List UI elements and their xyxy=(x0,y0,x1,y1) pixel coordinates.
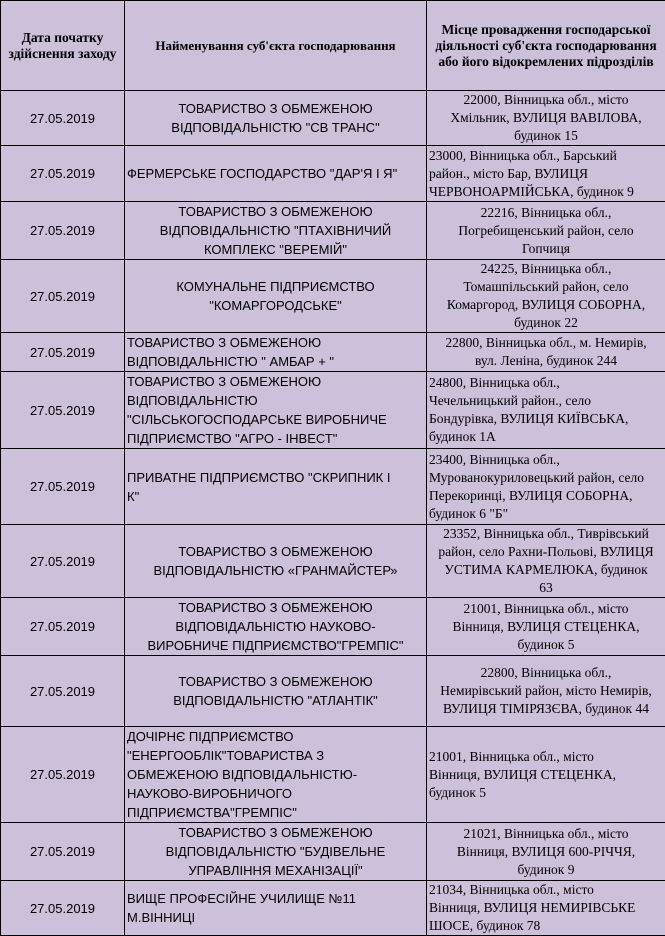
table-row xyxy=(1,727,665,823)
row-address: 22216, Вінницька обл., Погребищенський район, село Гопчиця xyxy=(427,202,665,260)
row-enterprise-name: ПРИВАТНЕ ПІДПРИЄМСТВО "СКРИПНИК І К" xyxy=(125,449,427,525)
table-row xyxy=(1,598,665,656)
row-enterprise-name: ТОВАРИСТВО З ОБМЕЖЕНОЮ ВІДПОВІДАЛЬНІСТЮ «ГРАНМАЙСТЕР» xyxy=(125,525,427,598)
table-row xyxy=(1,202,665,260)
row-date: 27.05.2019 xyxy=(1,823,125,881)
row-address: 23000, Вінницька обл., Барський район., місто Бар, ВУЛИЦЯ ЧЕРВОНОАРМІЙСЬКА, будинок 9 xyxy=(427,146,665,202)
row-address: 21001, Вінницька обл., місто Вінниця, ВУЛИЦЯ СТЕЦЕНКА, будинок 5 xyxy=(427,598,665,656)
header-row xyxy=(1,1,665,91)
row-date: 27.05.2019 xyxy=(1,372,125,449)
table-row xyxy=(1,656,665,727)
row-address: 23400, Вінницька обл., Мурованокуриловецький район, село Перекоринці, ВУЛИЦЯ СОБОРНА, будинок 6 "Б" xyxy=(427,449,665,525)
table-row xyxy=(1,881,665,936)
row-enterprise-name: ФЕРМЕРСЬКЕ ГОСПОДАРСТВО "ДАР'Я І Я" xyxy=(125,146,427,202)
row-address: 24225, Вінницька обл., Томашпільський район, село Комаргород, ВУЛИЦЯ СОБОРНА, будинок 22 xyxy=(427,260,665,333)
row-address: 21034, Вінницька обл., місто Вінниця, ВУЛИЦЯ НЕМИРІВСЬКЕ ШОСЕ, будинок 78 xyxy=(427,881,665,936)
row-enterprise-name: ТОВАРИСТВО З ОБМЕЖЕНОЮ ВІДПОВІДАЛЬНІСТЮ "АТЛАНТІК" xyxy=(125,656,427,727)
table-row xyxy=(1,525,665,598)
table-row xyxy=(1,372,665,449)
row-date: 27.05.2019 xyxy=(1,91,125,146)
row-date: 27.05.2019 xyxy=(1,449,125,525)
row-address: 21021, Вінницька обл., місто Вінниця, ВУЛИЦЯ 600-РІЧЧЯ, будинок 9 xyxy=(427,823,665,881)
table-row xyxy=(1,823,665,881)
row-address: 21001, Вінницька обл., місто Вінниця, ВУЛИЦЯ СТЕЦЕНКА, будинок 5 xyxy=(427,727,665,823)
row-date: 27.05.2019 xyxy=(1,881,125,936)
row-address: 22800, Вінницька обл., Немирівський район, місто Немирів, ВУЛИЦЯ ТІМІРЯЗЄВА, будинок 44 xyxy=(427,656,665,727)
header-place: Місце провадження господарської діяльності суб'єкта господарювання або його відокремлених підрозділів xyxy=(427,1,665,91)
table-row xyxy=(1,91,665,146)
row-enterprise-name: КОМУНАЛЬНЕ ПІДПРИЄМСТВО "КОМАРГОРОДСЬКЕ" xyxy=(125,260,427,333)
row-date: 27.05.2019 xyxy=(1,260,125,333)
row-address: 23352, Вінницька обл., Тиврівський район, село Рахни-Польові, ВУЛИЦЯ УСТИМА КАРМЕЛЮКА, будинок 63 xyxy=(427,525,665,598)
row-address: 22800, Вінницька обл., м. Немирів, вул. Леніна, будинок 244 xyxy=(427,333,665,372)
table-row xyxy=(1,449,665,525)
row-address: 24800, Вінницька обл., Чечельницький район., село Бондурівка, ВУЛИЦЯ КИЇВСЬКА, будинок 1А xyxy=(427,372,665,449)
header-name: Найменування суб'єкта господарювання xyxy=(125,1,427,91)
row-enterprise-name: ТОВАРИСТВО З ОБМЕЖЕНОЮ ВІДПОВІДАЛЬНІСТЮ НАУКОВО- ВИРОБНИЧЕ ПІДПРИЄМСТВО"ГРЕМПІС" xyxy=(125,598,427,656)
table-row xyxy=(1,146,665,202)
row-date: 27.05.2019 xyxy=(1,146,125,202)
row-enterprise-name: ВИЩЕ ПРОФЕСІЙНЕ УЧИЛИЩЕ №11 М.ВІННИЦІ xyxy=(125,881,427,936)
header-date: Дата початку здійснення заходу xyxy=(1,1,125,91)
table-row xyxy=(1,260,665,333)
row-enterprise-name: ТОВАРИСТВО З ОБМЕЖЕНОЮ ВІДПОВІДАЛЬНІСТЮ "СВ ТРАНС" xyxy=(125,91,427,146)
row-enterprise-name: ТОВАРИСТВО З ОБМЕЖЕНОЮ ВІДПОВІДАЛЬНІСТЮ " АМБАР + " xyxy=(125,333,427,372)
row-enterprise-name: ДОЧІРНЄ ПІДПРИЄМСТВО "ЕНЕРГООБЛІК"ТОВАРИСТВА З ОБМЕЖЕНОЮ ВІДПОВІДАЛЬНІСТЮ- НАУКОВО-ВИРОБНИЧОГО ПІДПРИЄМСТВА"ГРЕМПІС" xyxy=(125,727,427,823)
row-date: 27.05.2019 xyxy=(1,202,125,260)
row-enterprise-name: ТОВАРИСТВО З ОБМЕЖЕНОЮ ВІДПОВІДАЛЬНІСТЮ "ПТАХІВНИЧИЙ КОМПЛЕКС "ВЕРЕМІЙ" xyxy=(125,202,427,260)
table-row xyxy=(1,333,665,372)
row-date: 27.05.2019 xyxy=(1,727,125,823)
row-address: 22000, Вінницька обл., місто Хмільник, ВУЛИЦЯ ВАВІЛОВА, будинок 15 xyxy=(427,91,665,146)
row-enterprise-name: ТОВАРИСТВО З ОБМЕЖЕНОЮ ВІДПОВІДАЛЬНІСТЮ "СІЛЬСЬКОГОСПОДАРСЬКЕ ВИРОБНИЧЕ ПІДПРИЄМСТВО "АГРО - ІНВЕСТ" xyxy=(125,372,427,449)
row-enterprise-name: ТОВАРИСТВО З ОБМЕЖЕНОЮ ВІДПОВІДАЛЬНІСТЮ "БУДІВЕЛЬНЕ УПРАВЛІННЯ МЕХАНІЗАЦІЇ" xyxy=(125,823,427,881)
row-date: 27.05.2019 xyxy=(1,333,125,372)
row-date: 27.05.2019 xyxy=(1,525,125,598)
row-date: 27.05.2019 xyxy=(1,598,125,656)
row-date: 27.05.2019 xyxy=(1,656,125,727)
